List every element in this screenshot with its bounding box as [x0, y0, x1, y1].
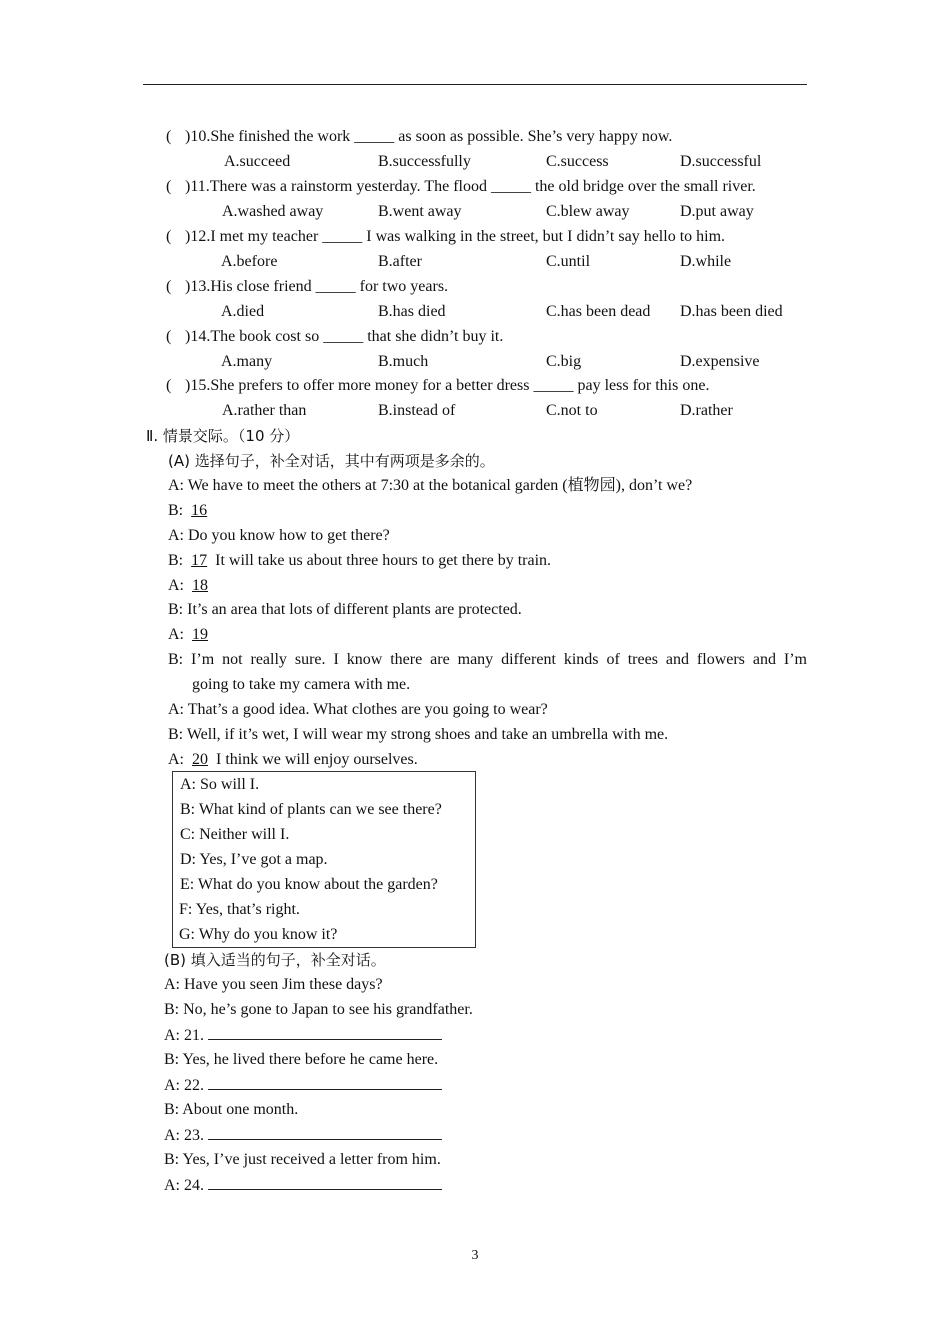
- dialogue-line: [168, 476, 692, 496]
- option-b: B.successfully: [378, 153, 471, 170]
- answer-paren: (: [166, 228, 172, 245]
- option-c: C.success: [546, 153, 609, 170]
- dialogue-line: [168, 725, 668, 745]
- dialogue-text: Do you know how to get there?: [188, 527, 390, 544]
- speaker: B:: [168, 502, 184, 519]
- question-stem: )14.The book cost so _____ that she didn’t buy it.: [185, 328, 504, 345]
- dialogue-line: [168, 551, 551, 571]
- option-d: D.successful: [680, 153, 762, 170]
- answer-blank-16[interactable]: 16: [191, 502, 208, 519]
- choice-item: G: Why do you know it?: [179, 926, 338, 943]
- question-stem: )13.His close friend _____ for two years.: [185, 278, 449, 295]
- dialogue-line: [168, 700, 548, 720]
- choice-item: D: Yes, I’ve got a map.: [180, 851, 328, 868]
- dialogue-line: [168, 600, 522, 620]
- dialogue-text: It will take us about three hours to get there by train.: [211, 552, 552, 569]
- answer-paren: (: [166, 278, 172, 295]
- page-number: 3: [471, 1248, 479, 1263]
- option-c: C.has been dead: [546, 303, 651, 320]
- dialogue-text: I think we will enjoy ourselves.: [212, 751, 418, 768]
- dialogue-text: We have to meet the others at 7:30 at the botanical garden (植物园), don’t we?: [187, 477, 693, 494]
- option-c: C.blew away: [546, 203, 630, 220]
- dialogue-line-cont: going to take my camera with me.: [192, 676, 411, 693]
- dialogue-line-long: B: I’m not really sure. I know there are many different kinds of trees and flowers and I’m: [168, 651, 807, 668]
- section-title: Ⅱ. 情景交际。（10 分）: [146, 427, 300, 445]
- question-stem: )11.There was a rainstorm yesterday. The flood _____ the old bridge over the small river.: [185, 178, 756, 195]
- option-a: A.many: [221, 353, 273, 370]
- dialogue-line: B: No, he’s gone to Japan to see his grandfather.: [164, 1001, 473, 1018]
- speaker: B:: [168, 552, 184, 569]
- answer-blank-18[interactable]: 18: [192, 577, 208, 594]
- option-c: C.big: [546, 353, 582, 370]
- answer-paren: (: [166, 128, 172, 145]
- dialogue-text: A: 21.: [164, 1027, 208, 1044]
- answer-line-21[interactable]: [208, 1025, 442, 1040]
- speaker: A:: [168, 527, 184, 544]
- option-d: D.while: [680, 253, 732, 270]
- choice-item: F: Yes, that’s right.: [179, 901, 300, 918]
- dialogue-line-fill: [164, 1025, 442, 1046]
- answer-blank-17[interactable]: 17: [191, 552, 208, 569]
- dialogue-line: [168, 576, 212, 596]
- dialogue-text: A: 23.: [164, 1127, 208, 1144]
- speaker: B:: [168, 726, 184, 743]
- dialogue-line-fill: [164, 1125, 442, 1146]
- option-a: A.died: [221, 303, 265, 320]
- question-stem: )12.I met my teacher _____ I was walking in the street, but I didn’t say hello to him.: [185, 228, 726, 245]
- option-a: A.succeed: [224, 153, 291, 170]
- option-c: C.until: [546, 253, 591, 270]
- speaker: A:: [168, 577, 184, 594]
- dialogue-line: B: About one month.: [164, 1101, 299, 1118]
- dialogue-line: [168, 750, 418, 770]
- option-a: A.washed away: [222, 203, 324, 220]
- answer-paren: (: [166, 178, 172, 195]
- option-a: A.before: [221, 253, 278, 270]
- answer-blank-20[interactable]: 20: [192, 751, 208, 768]
- answer-line-22[interactable]: [208, 1075, 442, 1090]
- part-b-instruction: [164, 950, 386, 971]
- answer-paren: (: [166, 377, 172, 394]
- speaker: A:: [168, 626, 184, 643]
- option-b: B.went away: [378, 203, 462, 220]
- option-b: B.much: [378, 353, 429, 370]
- dialogue-line: [168, 501, 211, 521]
- option-b: B.instead of: [378, 402, 456, 419]
- question-stem: )10.She finished the work _____ as soon as possible. She’s very happy now.: [185, 128, 673, 145]
- dialogue-text: A: 24.: [164, 1177, 208, 1194]
- speaker: A:: [168, 751, 184, 768]
- choice-item: E: What do you know about the garden?: [180, 876, 438, 893]
- speaker: A:: [168, 701, 184, 718]
- answer-line-24[interactable]: [208, 1175, 442, 1190]
- choice-item: B: What kind of plants can we see there?: [180, 801, 442, 818]
- header-rule: [143, 84, 807, 85]
- choice-item: C: Neither will I.: [180, 826, 290, 843]
- choice-item: A: So will I.: [180, 776, 260, 793]
- dialogue-text: Well, if it’s wet, I will wear my strong shoes and take an umbrella with me.: [186, 726, 669, 743]
- option-d: D.put away: [680, 203, 754, 220]
- answer-line-23[interactable]: [208, 1125, 442, 1140]
- option-c: C.not to: [546, 402, 598, 419]
- answer-paren: (: [166, 328, 172, 345]
- speaker: B:: [168, 601, 184, 618]
- option-d: D.expensive: [680, 353, 760, 370]
- part-a-instruction: [168, 451, 495, 472]
- dialogue-line: [168, 625, 212, 645]
- dialogue-line: A: Have you seen Jim these days?: [164, 976, 383, 993]
- part-a-instruction-text: (A) 选择句子，补全对话，其中有两项是多余的。: [168, 452, 495, 470]
- answer-blank-19[interactable]: 19: [192, 626, 208, 643]
- speaker: A:: [168, 477, 184, 494]
- dialogue-text: That’s a good idea. What clothes are you going to wear?: [187, 701, 548, 718]
- dialogue-line: [168, 526, 390, 546]
- dialogue-text: A: 22.: [164, 1077, 208, 1094]
- option-d: D.has been died: [680, 303, 783, 320]
- dialogue-line-fill: [164, 1175, 442, 1196]
- dialogue-line: B: Yes, he lived there before he came here.: [164, 1051, 439, 1068]
- part-b-instruction-text: (B) 填入适当的句子，补全对话。: [164, 951, 386, 969]
- option-d: D.rather: [680, 402, 733, 419]
- dialogue-line: B: Yes, I’ve just received a letter from him.: [164, 1151, 441, 1168]
- option-b: B.has died: [378, 303, 446, 320]
- dialogue-text: It’s an area that lots of different plants are protected.: [187, 601, 522, 618]
- question-stem: )15.She prefers to offer more money for a better dress _____ pay less for this one.: [185, 377, 710, 394]
- dialogue-line-fill: [164, 1075, 442, 1096]
- option-a: A.rather than: [222, 402, 307, 419]
- option-b: B.after: [378, 253, 422, 270]
